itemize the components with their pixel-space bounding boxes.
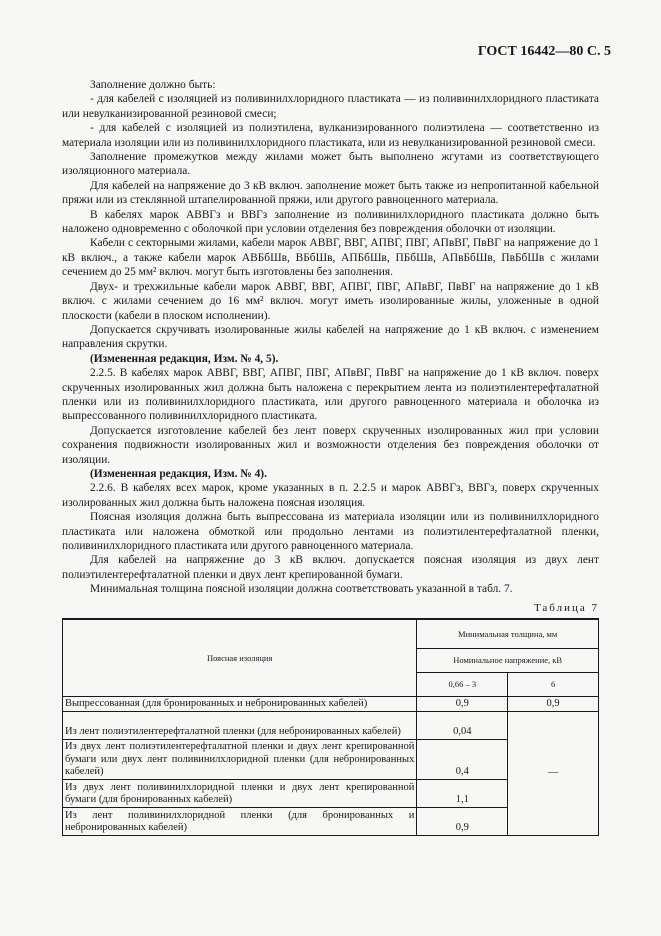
amendment-note: (Измененная редакция, Изм. № 4, 5). <box>90 352 279 365</box>
table-row-label: Выпрессованная (для бронированных и небронированных кабелей) <box>63 696 417 711</box>
table-row-label: Из лент поливинилхлоридной пленки (для бронированных и небронированных кабелей) <box>63 807 417 835</box>
paragraph: В кабелях марок АВВГз и ВВГз заполнение из поливинилхлоридного пластиката должно быть наложено одновременно с оболочкой при условии отделения без повреждения оболочки от изоляции. <box>62 208 599 236</box>
paragraph: Кабели с секторными жилами, кабели марок АВВГ, ВВГ, АПВГ, ПВГ, АПвВГ, ПвВГ на напряжение до 1 кВ включ., а также кабели марок АВБбШв, ВБбШв, АПБбШв, ПБбШв, АПвБбШв, ПвБбШв с жилами сечением до 25 мм² включ. могут быть изготовлены без заполнения. <box>62 237 599 279</box>
table-header-voltage: Номинальное напряжение, кВ <box>417 648 599 672</box>
paragraph: Двух- и трехжильные кабели марок АВВГ, ВВГ, АПВГ, ПВГ, АПвВГ, ПвВГ на напряжение до 1 кВ включ. с жилами сечением до 16 мм² включ. могут иметь изолированные жилы, уложенные в одной плоскости (кабели в плоском исполнении). <box>62 280 599 322</box>
paragraph: 2.2.5. В кабелях марок АВВГ, ВВГ, АПВГ, ПВГ, АПвВГ, ПвВГ на напряжение до 1 кВ включ. поверх скрученных изолированных жил должна быть наложена с перекрытием лента из полиэтилентерефталатной пленки или из поливинилхлоридного пластиката, или другого равноценного материала и оболочка из выпрессованного поливинилхлоридного пластиката. <box>62 367 599 423</box>
table-header-voltage-2: 6 <box>508 672 599 696</box>
table-row-label: Из двух лент поливинилхлоридной пленки и двух лент крепированной бумаги (для бронированных кабелей) <box>63 779 417 807</box>
body-text <box>62 78 599 597</box>
table-cell-value: 0,9 <box>417 807 508 835</box>
table-cell-value: 1,1 <box>417 779 508 807</box>
table-cell-value: 0,9 <box>508 696 599 711</box>
paragraph: Для кабелей на напряжение до 3 кВ включ. заполнение может быть также из непропитанной кабельной пряжи или из стеклянной штапелированной пряжи, или другого равноценного материала. <box>62 179 599 207</box>
table-header-insulation: Поясная изоляция <box>63 619 417 696</box>
paragraph: 2.2.6. В кабелях всех марок, кроме указанных в п. 2.2.5 и марок АВВГз, ВВГз, поверх скрученных изолированных жил должна быть наложена поясная изоляция. <box>62 482 599 509</box>
paragraph: Для кабелей на напряжение до 3 кВ включ. допускается поясная изоляция из двух лент полиэтилентерефталатной пленки и двух лент крепированной бумаги. <box>62 554 599 581</box>
paragraph: Допускается скручивать изолированные жилы кабелей на напряжение до 1 кВ включ. с изменением направления скрутки. <box>62 323 599 351</box>
paragraph: Минимальная толщина поясной изоляции должна соответствовать указанной в табл. 7. <box>90 583 513 596</box>
paragraph: - для кабелей с изоляцией из поливинилхлоридного пластиката — из поливинилхлоридного пластиката или невулканизированной резиновой смеси; <box>62 93 599 120</box>
table-cell-value: 0,04 <box>417 711 508 739</box>
paragraph: Поясная изоляция должна быть выпрессована из материала изоляции или из поливинилхлоридного пластиката или наложена обмоткой или продольно лентами из полиэтилентерефталатной пленки, поливинилхлоридного пластиката или другого равноценного материала. <box>62 511 599 552</box>
table-cell-dash: — <box>508 711 599 835</box>
table-cell-value: 0,4 <box>417 739 508 779</box>
amendment-note: (Измененная редакция, Изм. № 4). <box>90 467 267 480</box>
table-header-voltage-1: 0,66 – 3 <box>417 672 508 696</box>
paragraph: Заполнение должно быть: <box>90 79 216 91</box>
paragraph: - для кабелей с изоляцией из полиэтилена, вулканизированного полиэтилена — соответственно из материала изоляции или из поливинилхлоридного пластиката, или из невулканизированной резиновой смеси. <box>62 122 599 149</box>
paragraph: Допускается изготовление кабелей без лент поверх скрученных изолированных жил при условии сохранения подвижности изолированных жил и возможности отделения без повреждения оболочки от изоляции. <box>62 424 599 466</box>
page-header: ГОСТ 16442—80 С. 5 <box>477 44 611 59</box>
table-caption: Таблица 7 <box>533 602 599 614</box>
thickness-table <box>62 618 599 836</box>
table-row-label: Из лент полиэтилентерефталатной пленки (для небронированных кабелей) <box>63 711 417 739</box>
table-row-label: Из двух лент полиэтилентерефталатной пленки и двух лент крепированной бумаги или двух лент поливинилхлоридной пленки (для небронированных кабелей) <box>63 739 417 779</box>
paragraph: Заполнение промежутков между жилами может быть выполнено жгутами из соответствующего изоляционного материала. <box>62 151 599 178</box>
table-cell-value: 0,9 <box>417 696 508 711</box>
table-header-min-thickness: Минимальная толщина, мм <box>417 619 599 648</box>
